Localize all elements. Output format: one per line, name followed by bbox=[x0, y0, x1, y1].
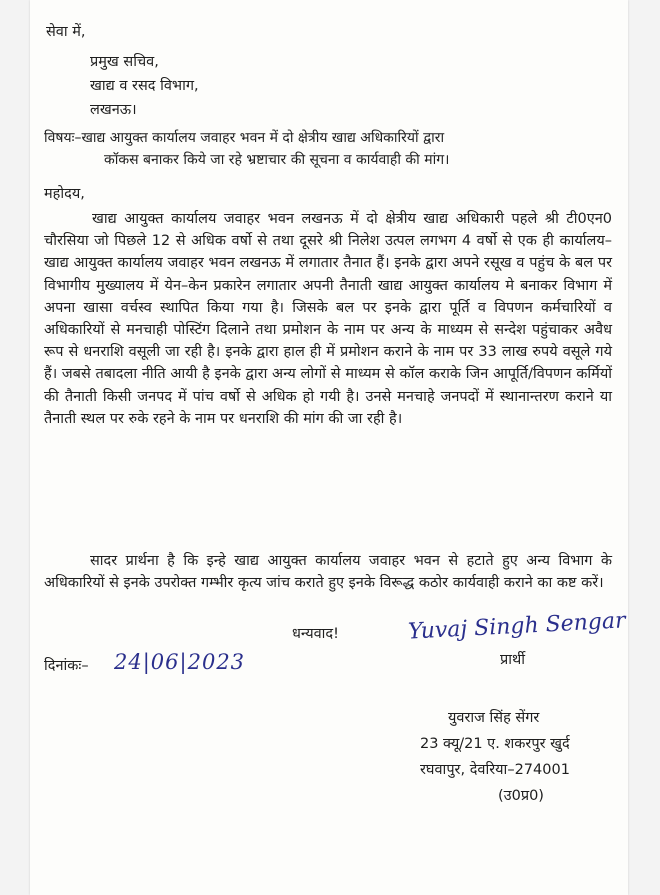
recipient-designation: प्रमुख सचिव, bbox=[90, 54, 159, 70]
signature: Yuvaj Singh Sengar bbox=[407, 608, 627, 645]
sender-name: युवराज सिंह सेंगर bbox=[448, 710, 540, 726]
salutation-to: सेवा में, bbox=[46, 24, 86, 40]
applicant-label: प्रार्थी bbox=[500, 652, 526, 668]
sender-state: (उ0प्र0) bbox=[498, 788, 544, 804]
recipient-department: खाद्य व रसद विभाग, bbox=[90, 78, 199, 94]
body-paragraph-1: खाद्य आयुक्त कार्यालय जवाहर भवन लखनऊ में दो क्षेत्रीय खाद्य अधिकारी पहले श्री टी0एन0 चौरसिया जो पिछले 12 से अधिक वर्षो से तथा दूसरे श्री निलेश उत्पल लगभग 4 वर्षो से एक ही कार्यालय–खाद्य आयुक्त कार्यालय जवाहर भवन लखनऊ में लगातार तैनात हैं। इनके द्वारा अपने रसूख व पहुंच के बल पर विभागीय मुख्यालय में येन–केन प्रकारेन लगातार अपनी तैनाती खाद्य आयुक्त कार्यालय मे बनाकर विभाग में अपना खासा वर्चस्व स्थापित किया गया है। जिसके बल पर इनके द्वारा पूर्ति व विपणन कर्मचारियों व अधिकारियों से मनचाही पोस्टिंग दिलाने तथा प्रमोशन के नाम पर अन्य के माध्यम से सन्देश पहुंचाकर अवैध रूप से धनराशि वसूली जा रही है। इनके द्वारा हाल ही में प्रमोशन कराने के नाम पर 33 लाख रुपये वसूले गये हैं। जबसे तबादला नीति आयी है इनके द्वारा अन्य लोगों से माध्यम से कॉल कराके जिन आपूर्ति/विपणन कर्मियों की तैनाती किसी जनपद में पांच वर्षो से अधिक हो गयी है। उनसे मनचाहे जनपदों में स्थानान्तरण कराने या तैनाती स्थल पर रुके रहने के नाम पर धनराशि की मांग की जा रही है। bbox=[44, 211, 612, 427]
sender-address-2: रघवापुर, देवरिया–274001 bbox=[420, 762, 570, 778]
greeting: महोदय, bbox=[44, 186, 85, 202]
body-paragraph-2: सादर प्रार्थना है कि इन्हे खाद्य आयुक्त कार्यालय जवाहर भवन से हटाते हुए अन्य विभाग के अधिकारियों से इनके उपरोक्त गम्भीर कृत्य जांच कराते हुए इनके विरूद्ध कठोर कार्यवाही कराने का कष्ट करें। bbox=[44, 553, 612, 592]
subject-line-1: विषयः–खाद्य आयुक्त कार्यालय जवाहर भवन में दो क्षेत्रीय खाद्य अधिकारियों द्वारा bbox=[44, 130, 445, 146]
letter-page bbox=[30, 0, 628, 895]
date-value: 24|06|2023 bbox=[114, 650, 246, 674]
recipient-city: लखनऊ। bbox=[90, 102, 137, 118]
date-label: दिनांकः– bbox=[44, 658, 89, 674]
subject-line-2: कॉकस बनाकर किये जा रहे भ्रष्टाचार की सूचना व कार्यवाही की मांग। bbox=[104, 152, 450, 168]
thanks-text: धन्यवाद! bbox=[292, 626, 339, 642]
sender-address-1: 23 क्यू/21 ए. शकरपुर खुर्द bbox=[420, 736, 570, 752]
